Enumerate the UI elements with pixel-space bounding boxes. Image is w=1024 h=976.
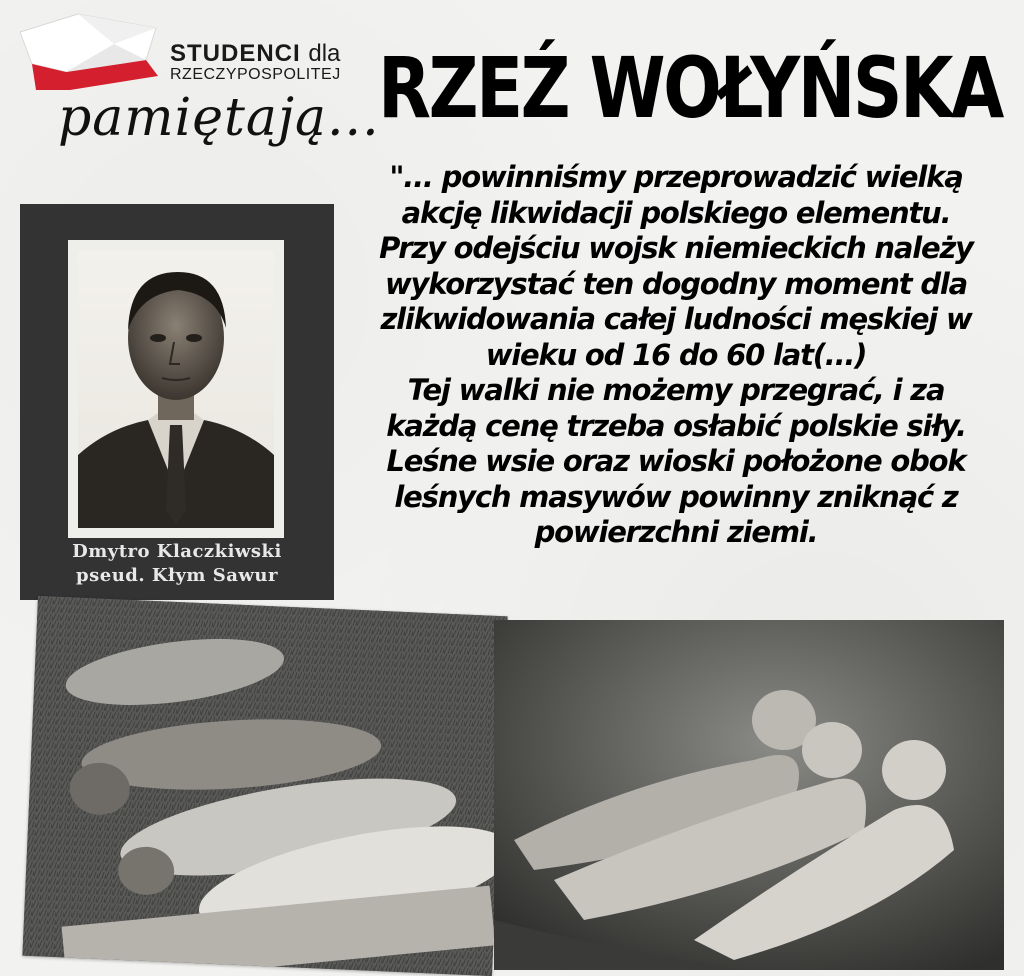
caption-pseudonym: pseud. Kłym Sawur <box>76 565 278 586</box>
quote-line: każdą cenę trzeba osłabić polskie siły. <box>386 408 966 443</box>
flag-logo-icon <box>18 10 178 100</box>
portrait-caption <box>20 540 334 588</box>
logo-script-text: pamiętają... <box>58 88 380 148</box>
quote-line: powierzchni ziemi. <box>534 515 818 549</box>
quote-text <box>336 160 1016 551</box>
quote-line: akcję likwidacji polskiego elementu. <box>401 195 951 230</box>
quote-line: Tej walki nie możemy przegrać, i za <box>407 373 945 407</box>
portrait-panel <box>20 204 334 600</box>
logo-text-sub: RZECZYPOSPOLITEJ <box>170 66 341 83</box>
quote-line: Przy odejściu wojsk niemieckich należy <box>379 231 973 265</box>
logo <box>18 10 378 150</box>
quote-line: leśnych masywów powinny zniknąć z <box>394 479 958 514</box>
quote-line: Leśne wsie oraz wioski położone obok <box>386 444 966 478</box>
victims-photo-right <box>494 620 1004 970</box>
quote-line: wieku od 16 do 60 lat(...) <box>485 337 867 372</box>
logo-text-main: STUDENCI dla <box>170 40 341 67</box>
quote-line: wykorzystać ten dogodny moment dla <box>384 266 968 301</box>
portrait-photo <box>78 250 274 528</box>
victims-photo-left <box>22 596 507 976</box>
quote-line: zlikwidowania całej ludności męskiej w <box>380 302 972 336</box>
quote-line: "... powinniśmy przeprowadzić wielką <box>389 160 963 194</box>
caption-name: Dmytro Klaczkiwski <box>72 541 282 562</box>
portrait-frame <box>68 240 284 538</box>
page-title: RZEŹ WOŁYŃSKA <box>378 39 1002 137</box>
